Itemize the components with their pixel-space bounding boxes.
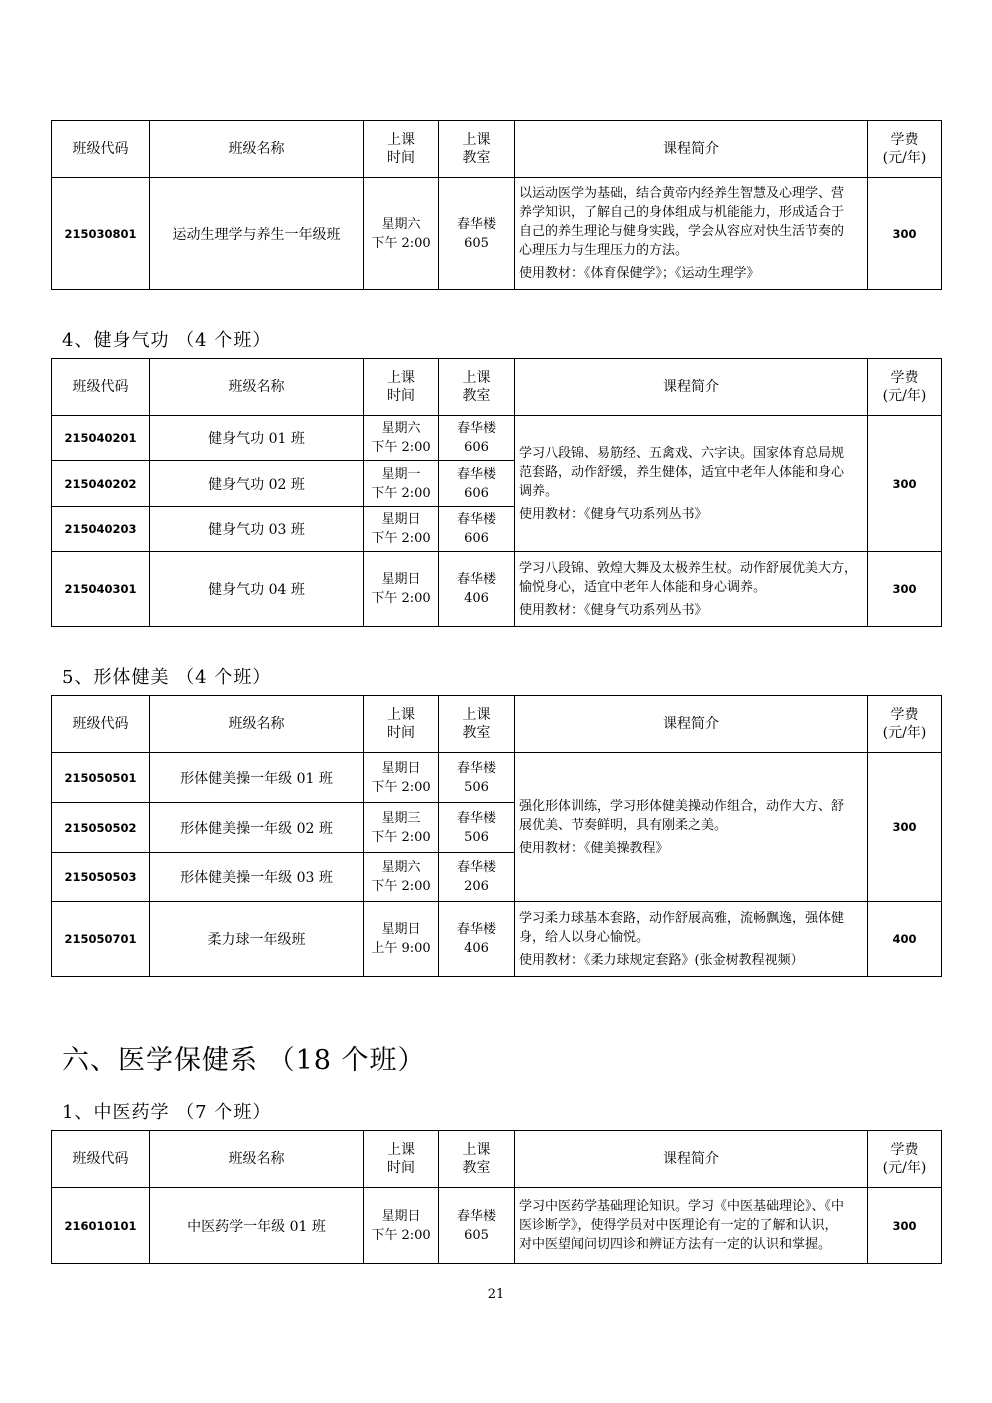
class-time: 星期六 下午 2:00 xyxy=(364,178,439,290)
table-row xyxy=(52,1188,942,1264)
class-time: 星期日 上午 9:00 xyxy=(364,902,439,977)
header-class-code: 班级代码 xyxy=(52,359,150,416)
class-code: 215040203 xyxy=(52,507,150,552)
header-tuition: 学费 (元/年) xyxy=(868,1131,942,1188)
table-header-row xyxy=(52,1131,942,1188)
tuition-fee: 300 xyxy=(868,753,942,902)
class-name: 形体健美操一年级 01 班 xyxy=(150,753,364,803)
header-class-time: 上课 时间 xyxy=(364,1131,439,1188)
class-code: 215030801 xyxy=(52,178,150,290)
class-time: 星期日 下午 2:00 xyxy=(364,753,439,803)
class-time: 星期日 下午 2:00 xyxy=(364,507,439,552)
class-name: 形体健美操一年级 03 班 xyxy=(150,853,364,902)
class-code: 215040301 xyxy=(52,552,150,627)
table-header-row xyxy=(52,121,942,178)
class-name: 健身气功 04 班 xyxy=(150,552,364,627)
table-header-row xyxy=(52,359,942,416)
header-classroom: 上课 教室 xyxy=(439,121,515,178)
header-tuition: 学费 (元/年) xyxy=(868,696,942,753)
table-row xyxy=(52,178,942,290)
classroom: 春华楼 406 xyxy=(439,902,515,977)
textbook: 使用教材：《健身气功系列丛书》 xyxy=(519,602,708,618)
header-classroom: 上课 教室 xyxy=(439,1131,515,1188)
class-name: 健身气功 02 班 xyxy=(150,461,364,507)
header-class-code: 班级代码 xyxy=(52,121,150,178)
header-classroom: 上课 教室 xyxy=(439,696,515,753)
header-class-name: 班级名称 xyxy=(150,359,364,416)
class-code: 215050501 xyxy=(52,753,150,803)
textbook: 使用教材：《体育保健学》；《运动生理学》 xyxy=(519,266,760,281)
textbook: 使用教材：《柔力球规定套路》(张金树教程视频） xyxy=(519,952,804,968)
tuition-fee: 300 xyxy=(868,1188,942,1264)
table-row xyxy=(52,902,942,977)
classroom: 春华楼 606 xyxy=(439,461,515,507)
class-code: 215050503 xyxy=(52,853,150,902)
classroom: 春华楼 206 xyxy=(439,853,515,902)
table-row xyxy=(52,552,942,627)
course-intro: 强化形体训练，学习形体健美操动作组合，动作大方、舒 展优美、节奏鲜明，具有刚柔之美。 使用教材：《健美操教程》 xyxy=(515,753,868,902)
header-class-name: 班级名称 xyxy=(150,696,364,753)
course-intro: 以运动医学为基础，结合黄帝内经养生智慧及心理学、营 养学知识，了解自己的身体组成与机能能力，形成适合于 自己的养生理论与健身实践，学会从容应对快生活节奏的 心理压力与生理压力的方法。 使用教材：《体育保健学》；《运动生理学》 xyxy=(515,178,868,290)
class-time: 星期三 下午 2:00 xyxy=(364,803,439,853)
header-class-code: 班级代码 xyxy=(52,1131,150,1188)
class-time: 星期日 下午 2:00 xyxy=(364,1188,439,1264)
table-row xyxy=(52,753,942,803)
tuition-fee: 300 xyxy=(868,416,942,552)
classroom: 春华楼 605 xyxy=(439,1188,515,1264)
class-name: 健身气功 03 班 xyxy=(150,507,364,552)
section-title-body-shaping: 5、形体健美 （4 个班） xyxy=(62,667,272,688)
class-code: 215040202 xyxy=(52,461,150,507)
classroom: 春华楼 406 xyxy=(439,552,515,627)
table-header-row xyxy=(52,696,942,753)
header-tuition: 学费 (元/年) xyxy=(868,121,942,178)
class-time: 星期日 下午 2:00 xyxy=(364,552,439,627)
course-intro: 学习八段锦、敦煌大舞及太极养生杖。动作舒展优美大方， 愉悦身心，适宜中老年人体能和身心调养。 使用教材：《健身气功系列丛书》 xyxy=(515,552,868,627)
header-class-name: 班级名称 xyxy=(150,1131,364,1188)
class-code: 215050701 xyxy=(52,902,150,977)
course-intro: 学习八段锦、易筋经、五禽戏、六字诀。国家体育总局规 范套路，动作舒缓，养生健体，适宜中老年人体能和身心 调养。 使用教材：《健身气功系列丛书》 xyxy=(515,416,868,552)
tuition-fee: 300 xyxy=(868,552,942,627)
classroom: 春华楼 606 xyxy=(439,416,515,461)
course-intro: 学习中医药学基础理论知识。学习《中医基础理论》、《中 医诊断学》，使得学员对中医理论有一定的了解和认识， 对中医望闻问切四诊和辨证方法有一定的认识和掌握。 xyxy=(515,1188,868,1264)
classroom: 春华楼 605 xyxy=(439,178,515,290)
header-course-intro: 课程简介 xyxy=(515,1131,868,1188)
page-number: 21 xyxy=(487,1287,505,1302)
classroom: 春华楼 506 xyxy=(439,753,515,803)
class-name: 柔力球一年级班 xyxy=(150,902,364,977)
tuition-fee: 400 xyxy=(868,902,942,977)
section-title-fitness-qigong: 4、健身气功 （4 个班） xyxy=(62,330,272,351)
header-class-time: 上课 时间 xyxy=(364,696,439,753)
tuition-fee: 300 xyxy=(868,178,942,290)
classroom: 春华楼 506 xyxy=(439,803,515,853)
header-class-name: 班级名称 xyxy=(150,121,364,178)
header-class-time: 上课 时间 xyxy=(364,121,439,178)
textbook: 使用教材：《健美操教程》 xyxy=(519,840,669,856)
header-course-intro: 课程简介 xyxy=(515,359,868,416)
course-table-tcm xyxy=(51,1130,942,1264)
department-title-medical-care: 六、医学保健系 （18 个班） xyxy=(62,1045,426,1076)
header-classroom: 上课 教室 xyxy=(439,359,515,416)
class-name: 运动生理学与养生一年级班 xyxy=(150,178,364,290)
classroom: 春华楼 606 xyxy=(439,507,515,552)
header-course-intro: 课程简介 xyxy=(515,121,868,178)
section-title-tcm: 1、中医药学 （7 个班） xyxy=(62,1102,272,1123)
class-name: 形体健美操一年级 02 班 xyxy=(150,803,364,853)
class-name: 中医药学一年级 01 班 xyxy=(150,1188,364,1264)
class-time: 星期六 下午 2:00 xyxy=(364,416,439,461)
course-table-sports-physiology xyxy=(51,120,942,290)
class-code: 215040201 xyxy=(52,416,150,461)
course-table-fitness-qigong xyxy=(51,358,942,627)
class-code: 215050502 xyxy=(52,803,150,853)
table-row xyxy=(52,416,942,461)
header-class-code: 班级代码 xyxy=(52,696,150,753)
course-intro: 学习柔力球基本套路，动作舒展高雅，流畅飘逸，强体健 身，给人以身心愉悦。 使用教材：《柔力球规定套路》(张金树教程视频） xyxy=(515,902,868,977)
course-table-body-shaping xyxy=(51,695,942,977)
header-class-time: 上课 时间 xyxy=(364,359,439,416)
class-time: 星期一 下午 2:00 xyxy=(364,461,439,507)
class-time: 星期六 下午 2:00 xyxy=(364,853,439,902)
class-code: 216010101 xyxy=(52,1188,150,1264)
header-course-intro: 课程简介 xyxy=(515,696,868,753)
header-tuition: 学费 (元/年) xyxy=(868,359,942,416)
class-name: 健身气功 01 班 xyxy=(150,416,364,461)
textbook: 使用教材：《健身气功系列丛书》 xyxy=(519,506,708,522)
